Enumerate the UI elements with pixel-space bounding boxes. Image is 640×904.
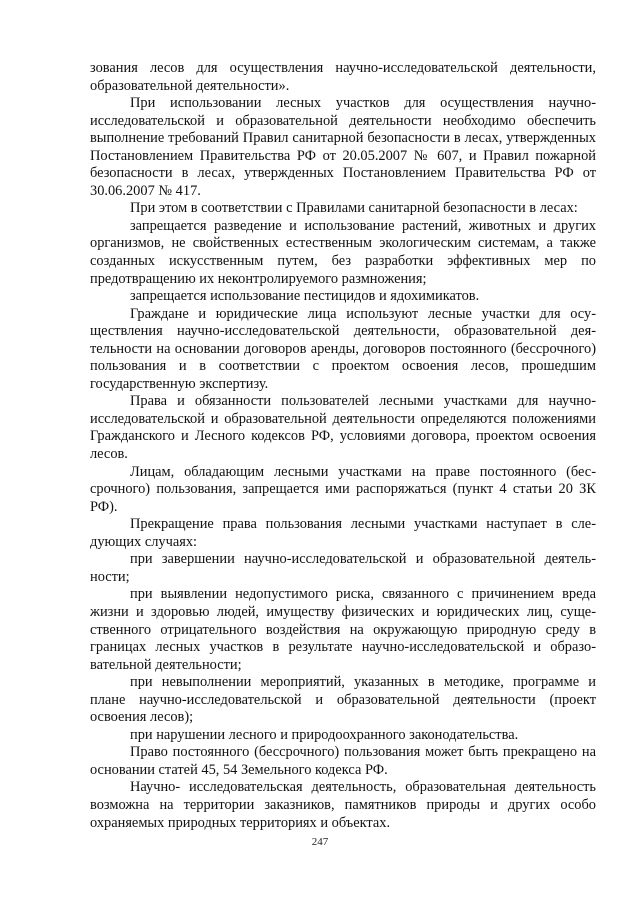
paragraph-usage-requirements: При использовании лесных участков для осуществления научно-исследовательской и образовательной деятельности необходимо обеспечить выполнение требований Правил санитарной безопасности в лесах, утвержденных Постановлением Правительства РФ от 20.05.2007 № 607, и Правил пожарной безопасности в лесах, утвержденных Постановлением Правительства РФ от 30.06.2007 № 417. — [90, 95, 596, 199]
page-number: 247 — [311, 836, 329, 848]
paragraph-ban-pesticides: запрещается использование пестицидов и ядохимикатов. — [130, 288, 480, 305]
paragraph-termination-risk: при выявлении недопустимого риска, связанного с причинением вреда жизни и здоровью людей, имуществу физических и юридических лиц, существенного отрицательного воздействия на окружающую природную среду в границах лесных участков в результате научно-исследовательской и образовательной деятельности; — [90, 586, 596, 673]
paragraph-termination-violation: при нарушении лесного и природоохранного законодательства. — [130, 726, 519, 743]
paragraph-land-code-articles: Право постоянного (бессрочного) пользования может быть прекращено на основании статей 45, 54 Земельного кодекса РФ. — [90, 744, 596, 778]
body-text — [90, 60, 596, 832]
paragraph-termination-intro: Прекращение права пользования лесными участками наступает в следующих случаях: — [90, 516, 596, 550]
paragraph-continuation: зования лесов для осуществления научно-исследовательской деятельности, образовательной деятельности». — [90, 60, 596, 94]
paragraph-legal-basis: Граждане и юридические лица используют лесные участки для осуществления научно-исследовательской деятельности, образовательной деятельности на основании договоров аренды, договоров постоянного (бессрочного) пользования и в соответствии с проектом освоения лесов, прошедшим государственную экспертизу. — [90, 305, 596, 392]
paragraph-ban-species: запрещается разведение и использование растений, животных и других организмов, не свойственных естественным экологическим системам, а также созданных искусственным путем, без разработки эффективных мер по предотвращению их неконтролируемого размножения; — [90, 217, 596, 287]
paragraph-termination-nonfulfillment: при невыполнении мероприятий, указанных в методике, программе и плане научно-исследовательской и образовательной деятельности (проект освоения лесов); — [90, 674, 596, 726]
paragraph-disposal-ban: Лицам, обладающим лесными участками на праве постоянного (бессрочного) пользования, запрещается ими распоряжаться (пункт 4 статьи 20 ЗК РФ). — [90, 463, 596, 515]
paragraph-rights-duties: Права и обязанности пользователей лесными участками для научно-исследовательской и образовательной деятельности определяются положениями Гражданского и Лесного кодексов РФ, условиями договора, проектом освоения лесов. — [90, 393, 596, 463]
paragraph-termination-completion: при завершении научно-исследовательской и образовательной деятельности; — [90, 551, 596, 585]
paragraph-sanitary-rules-intro: При этом в соответствии с Правилами санитарной безопасности в лесах: — [130, 200, 578, 217]
paragraph-protected-areas: Научно- исследовательская деятельность, образовательная деятельность возможна на территории заказников, памятников природы и других особо охраняемых природных территориях и объектах. — [90, 779, 596, 831]
